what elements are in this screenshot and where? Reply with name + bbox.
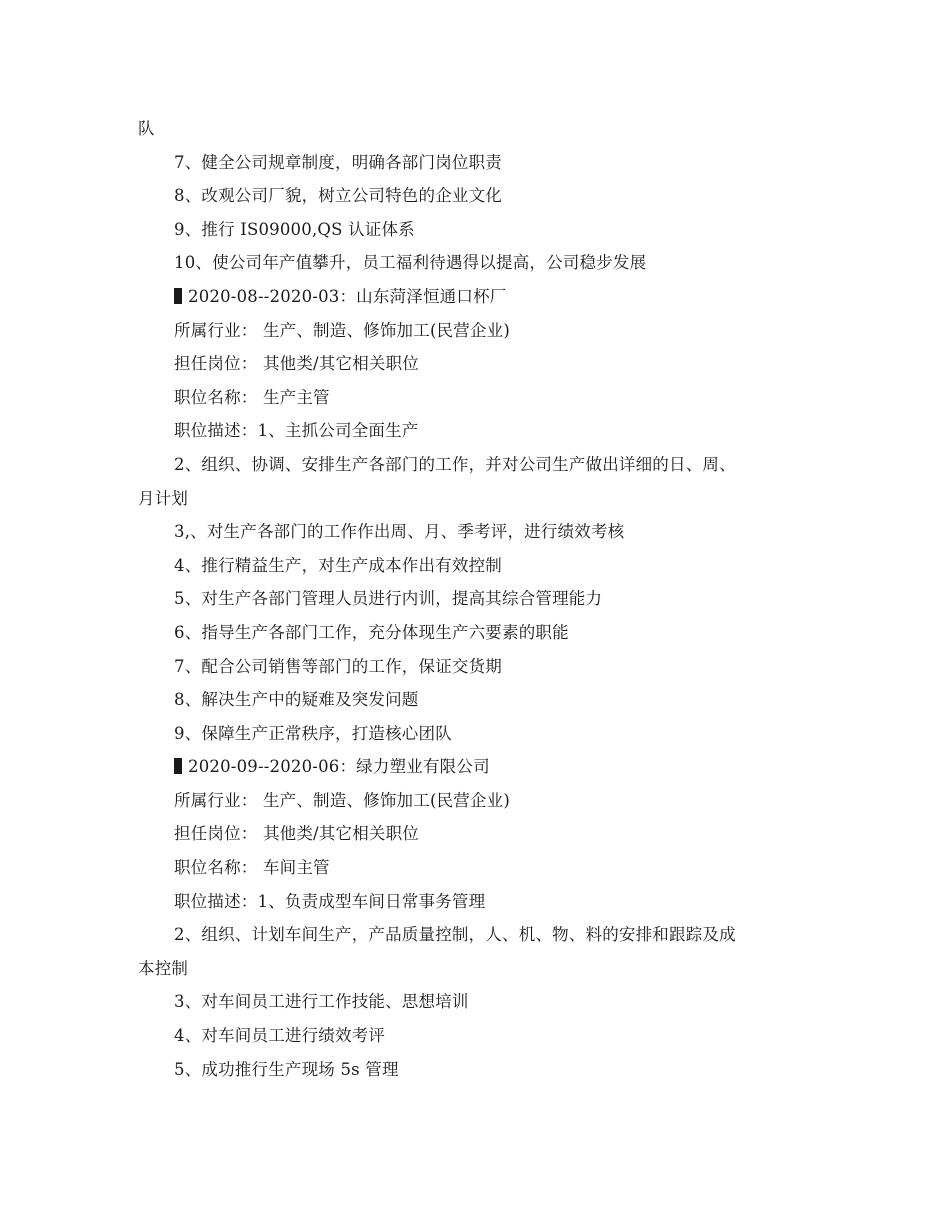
line-text: 2、组织、协调、安排生产各部门的工作，并对公司生产做出详细的日、周、 [174,454,736,474]
line-text: 担任岗位： 其他类/其它相关职位 [174,824,420,844]
line-text: 2020-09--2020-06：绿力塑业有限公司 [188,757,490,777]
text-line [138,146,818,180]
line-text: 3,、对生产各部门的工作作出周、月、季考评，进行绩效考核 [174,522,625,542]
text-line [138,885,818,919]
text-line [138,515,818,549]
text-line [138,112,818,146]
text-line [138,985,818,1019]
line-text: 所属行业： 生产、制造、修饰加工(民营企业) [174,320,511,340]
text-line [138,683,818,717]
text-line [138,817,818,851]
line-text: 职位名称： 生产主管 [174,387,330,407]
document-body [138,112,818,1086]
line-text: 本控制 [138,958,189,978]
section-heading-line [138,750,818,784]
line-text: 5、对生产各部门管理人员进行内训，提高其综合管理能力 [174,589,603,609]
line-text: 2020-08--2020-03：山东菏泽恒通口杯厂 [188,286,507,306]
text-line [138,482,818,516]
line-text: 职位名称： 车间主管 [174,858,330,878]
text-line [138,616,818,650]
line-text: 6、指导生产各部门工作，充分体现生产六要素的职能 [174,622,569,642]
text-line [138,650,818,684]
line-text: 队 [138,119,155,138]
text-line [138,448,818,482]
text-line [138,717,818,751]
line-text: 职位描述：1、负责成型车间日常事务管理 [174,891,486,911]
text-line [138,582,818,616]
line-text: 8、改观公司厂貌，树立公司特色的企业文化 [174,186,502,206]
line-text: 7、健全公司规章制度，明确各部门岗位职责 [174,152,502,172]
line-text: 4、推行精益生产，对生产成本作出有效控制 [174,555,502,575]
block-marker-icon [174,288,182,304]
block-marker-icon [174,758,182,774]
line-text: 5、成功推行生产现场 5s 管理 [174,1059,399,1079]
text-line [138,549,818,583]
text-line [138,952,818,986]
line-text: 职位描述：1、主抓公司全面生产 [174,421,419,441]
text-line [138,851,818,885]
section-heading-line [138,280,818,314]
text-line [138,1019,818,1053]
line-text: 9、推行 IS09000,QS 认证体系 [174,219,415,239]
text-line [138,918,818,952]
line-text: 10、使公司年产值攀升，员工福利待遇得以提高，公司稳步发展 [174,253,647,273]
text-line [138,314,818,348]
text-line [138,179,818,213]
line-text: 9、保障生产正常秩序，打造核心团队 [174,723,452,743]
text-line [138,784,818,818]
text-line [138,246,818,280]
text-line [138,1053,818,1087]
line-text: 所属行业： 生产、制造、修饰加工(民营企业) [174,790,511,810]
line-text: 3、对车间员工进行工作技能、思想培训 [174,992,469,1012]
line-text: 2、组织、计划车间生产，产品质量控制，人、机、物、料的安排和跟踪及成 [174,925,736,945]
line-text: 7、配合公司销售等部门的工作，保证交货期 [174,656,502,676]
line-text: 4、对车间员工进行绩效考评 [174,1026,386,1046]
line-text: 月计划 [138,488,189,508]
line-text: 担任岗位： 其他类/其它相关职位 [174,354,420,374]
text-line [138,414,818,448]
text-line [138,347,818,381]
line-text: 8、解决生产中的疑难及突发问题 [174,690,419,710]
text-line [138,381,818,415]
text-line [138,213,818,247]
